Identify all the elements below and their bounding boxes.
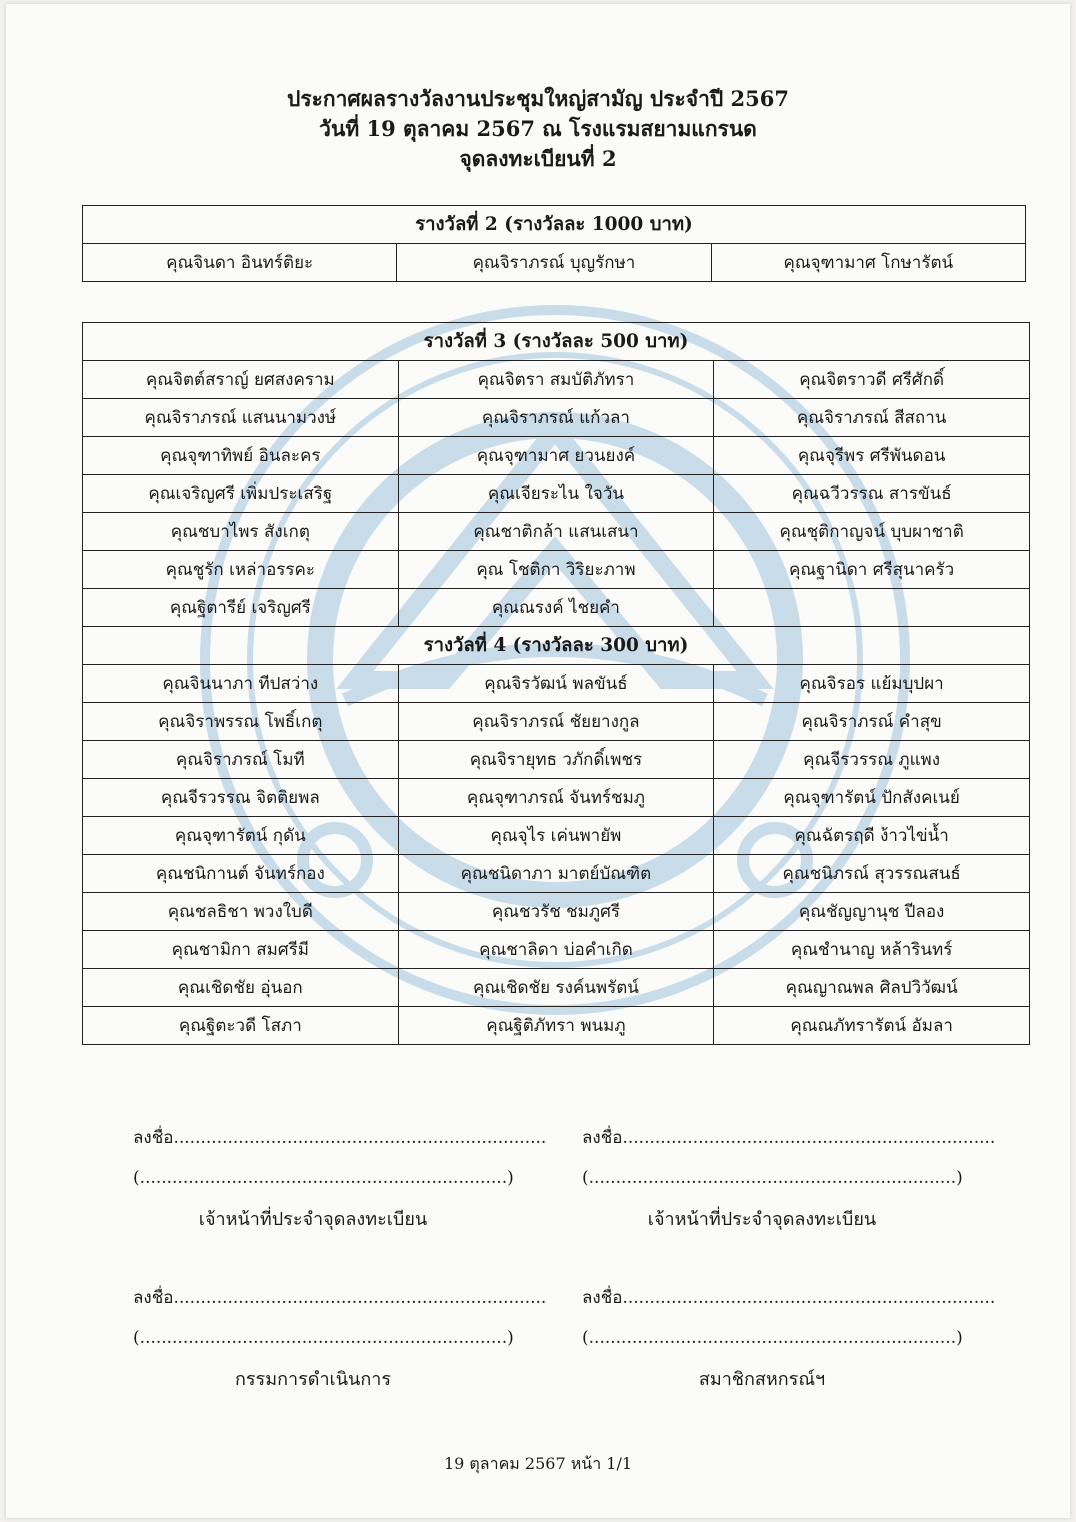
winner-name: คุณชนิกานต์ จันทร์กอง	[83, 855, 399, 893]
winner-name: คุณชูรัก เหล่าอรรคะ	[83, 551, 399, 589]
winner-name: คุณชุติกาญจน์ บุบผาชาติ	[714, 513, 1030, 551]
table-row	[83, 703, 1030, 741]
table-row	[83, 361, 1030, 399]
winner-name: คุณชวรัช ชมภูศรี	[398, 893, 714, 931]
printed-name-line: (....................................................................)	[133, 1168, 514, 1188]
printed-name-line: (....................................................................)	[133, 1328, 514, 1348]
winner-name: คุณฉวีวรรณ สารขันธ์	[714, 475, 1030, 513]
winner-name: คุณชลธิชา พวงใบดี	[83, 893, 399, 931]
signature-line: ลงชื่อ.....................................................................	[582, 1288, 996, 1308]
winner-name: คุณจิตต์สราญ์ ยศสงคราม	[83, 361, 399, 399]
winner-name: คุณจิราภรณ์ บุญรักษา	[397, 244, 711, 282]
winner-name: คุณณรงค์ ไชยคำ	[398, 589, 714, 627]
signature-block-registration-staff-2	[582, 1118, 996, 1233]
winner-name: คุณจิตราวดี ศรีศักดิ์	[714, 361, 1030, 399]
winner-name: คุณฉัตรฤดี ง้าวไข่น้ำ	[714, 817, 1030, 855]
table-row	[83, 1007, 1030, 1045]
winner-name: คุณจิราภรณ์ แก้วลา	[398, 399, 714, 437]
winner-name: คุณจุฑามาศ โกษารัตน์	[711, 244, 1025, 282]
table-row	[83, 665, 1030, 703]
winner-name: คุณจิราพรรณ โพธิ์เกตุ	[83, 703, 399, 741]
winner-name: คุณชนิภรณ์ สุวรรณสนธ์	[714, 855, 1030, 893]
winner-name: คุณจุฑาทิพย์ อินละคร	[83, 437, 399, 475]
winner-name: คุณเจียระไน ใจวัน	[398, 475, 714, 513]
signer-role: เจ้าหน้าที่ประจำจุดลงทะเบียน	[198, 1209, 428, 1230]
winner-name: คุณชามิกา สมศรีมี	[83, 931, 399, 969]
empty-cell	[714, 589, 1030, 627]
winner-name: คุณจุฑาภรณ์ จันทร์ชมภู	[398, 779, 714, 817]
winner-name: คุณจิราภรณ์ โมที	[83, 741, 399, 779]
header-date-venue: วันที่ 19 ตุลาคม 2567 ณ โรงแรมสยามแกรนด	[319, 116, 757, 141]
award-3-4-table	[82, 322, 1030, 1045]
winner-name: คุณจิราภรณ์ สีสถาน	[714, 399, 1030, 437]
winner-name: คุณจุรีพร ศรีพันดอน	[714, 437, 1030, 475]
table-row	[83, 589, 1030, 627]
signature-block-registration-staff-1	[133, 1118, 547, 1233]
winner-name: คุณจีรวรรณ ภูแพง	[714, 741, 1030, 779]
winner-name: คุณจิราภรณ์ ชัยยางกูล	[398, 703, 714, 741]
winner-name: คุณชบาไพร สังเกตุ	[83, 513, 399, 551]
winner-name: คุณจุฑารัตน์ กุดัน	[83, 817, 399, 855]
signature-line: ลงชื่อ.....................................................................	[133, 1288, 547, 1308]
winner-name: คุณญาณพล ศิลปวิวัฒน์	[714, 969, 1030, 1007]
printed-name-line: (....................................................................)	[582, 1168, 963, 1188]
winner-name: คุณชนิดาภา มาตย์บัณฑิต	[398, 855, 714, 893]
award-2-title: รางวัลที่ 2 (รางวัลละ 1000 บาท)	[83, 206, 1026, 244]
winner-name: คุณฐิตารีย์ เจริญศรี	[83, 589, 399, 627]
table-row	[83, 437, 1030, 475]
winner-name: คุณเชิดชัย อุ่นอก	[83, 969, 399, 1007]
table-row	[83, 817, 1030, 855]
table-row	[83, 779, 1030, 817]
signer-role: เจ้าหน้าที่ประจำจุดลงทะเบียน	[647, 1209, 877, 1230]
signer-role: สมาชิกสหกรณ์ฯ	[698, 1369, 826, 1390]
winner-name: คุณจิตรา สมบัติภัทรา	[398, 361, 714, 399]
winner-name: คุณชาลิดา บ่อคำเกิด	[398, 931, 714, 969]
table-row	[83, 969, 1030, 1007]
table-row	[83, 399, 1030, 437]
winner-name: คุณจิรวัฒน์ พลขันธ์	[398, 665, 714, 703]
winner-name: คุณชัญญานุช ปีลอง	[714, 893, 1030, 931]
winner-name: คุณจินนาภา ทีปสว่าง	[83, 665, 399, 703]
table-row	[83, 893, 1030, 931]
winner-name: คุณ โชติกา วิริยะภาพ	[398, 551, 714, 589]
winner-name: คุณจุฑารัตน์ ปักสังคเนย์	[714, 779, 1030, 817]
winner-name: คุณจิราภรณ์ แสนนามวงษ์	[83, 399, 399, 437]
header-title: ประกาศผลรางวัลงานประชุมใหญ่สามัญ ประจำปี 2567	[287, 86, 789, 111]
winner-name: คุณจินดา อินทร์ติยะ	[83, 244, 397, 282]
signature-line: ลงชื่อ.....................................................................	[582, 1128, 996, 1148]
table-row	[83, 244, 1026, 282]
winner-name: คุณจุไร เค่นพายัพ	[398, 817, 714, 855]
award-4-title: รางวัลที่ 4 (รางวัลละ 300 บาท)	[83, 627, 1030, 665]
winner-name: คุณฐิติภัทรา พนมภู	[398, 1007, 714, 1045]
table-row	[83, 741, 1030, 779]
winner-name: คุณจุฑามาศ ยวนยงค์	[398, 437, 714, 475]
award-2-table	[82, 205, 1026, 282]
signature-block-committee	[133, 1278, 547, 1393]
table-row	[83, 475, 1030, 513]
winner-name: คุณจิรอร แย้มบุปผา	[714, 665, 1030, 703]
winner-name: คุณเชิดชัย รงค์นพรัตน์	[398, 969, 714, 1007]
signature-line: ลงชื่อ.....................................................................	[133, 1128, 547, 1148]
table-row	[83, 551, 1030, 589]
award-3-title: รางวัลที่ 3 (รางวัลละ 500 บาท)	[83, 323, 1030, 361]
table-row	[83, 513, 1030, 551]
table-row	[83, 855, 1030, 893]
winner-name: คุณชาติกล้า แสนเสนา	[398, 513, 714, 551]
page-footer: 19 ตุลาคม 2567 หน้า 1/1	[443, 1454, 633, 1473]
document-header	[0, 84, 1076, 174]
winner-name: คุณจิราภรณ์ คำสุข	[714, 703, 1030, 741]
winner-name: คุณฐิตะวดี โสภา	[83, 1007, 399, 1045]
table-row	[83, 931, 1030, 969]
winner-name: คุณณภัทรารัตน์ อัมลา	[714, 1007, 1030, 1045]
winner-name: คุณฐานิดา ศรีสุนาครัว	[714, 551, 1030, 589]
printed-name-line: (....................................................................)	[582, 1328, 963, 1348]
winner-name: คุณจิรายุทธ วภักดิ์เพชร	[398, 741, 714, 779]
winner-name: คุณจีรวรรณ จิตติยพล	[83, 779, 399, 817]
header-registration-point: จุดลงทะเบียนที่ 2	[459, 146, 617, 171]
signature-block-member	[582, 1278, 996, 1393]
signer-role: กรรมการดำเนินการ	[234, 1369, 391, 1390]
winner-name: คุณเจริญศรี เพิ่มประเสริฐ	[83, 475, 399, 513]
winner-name: คุณชำนาญ หล้ารินทร์	[714, 931, 1030, 969]
